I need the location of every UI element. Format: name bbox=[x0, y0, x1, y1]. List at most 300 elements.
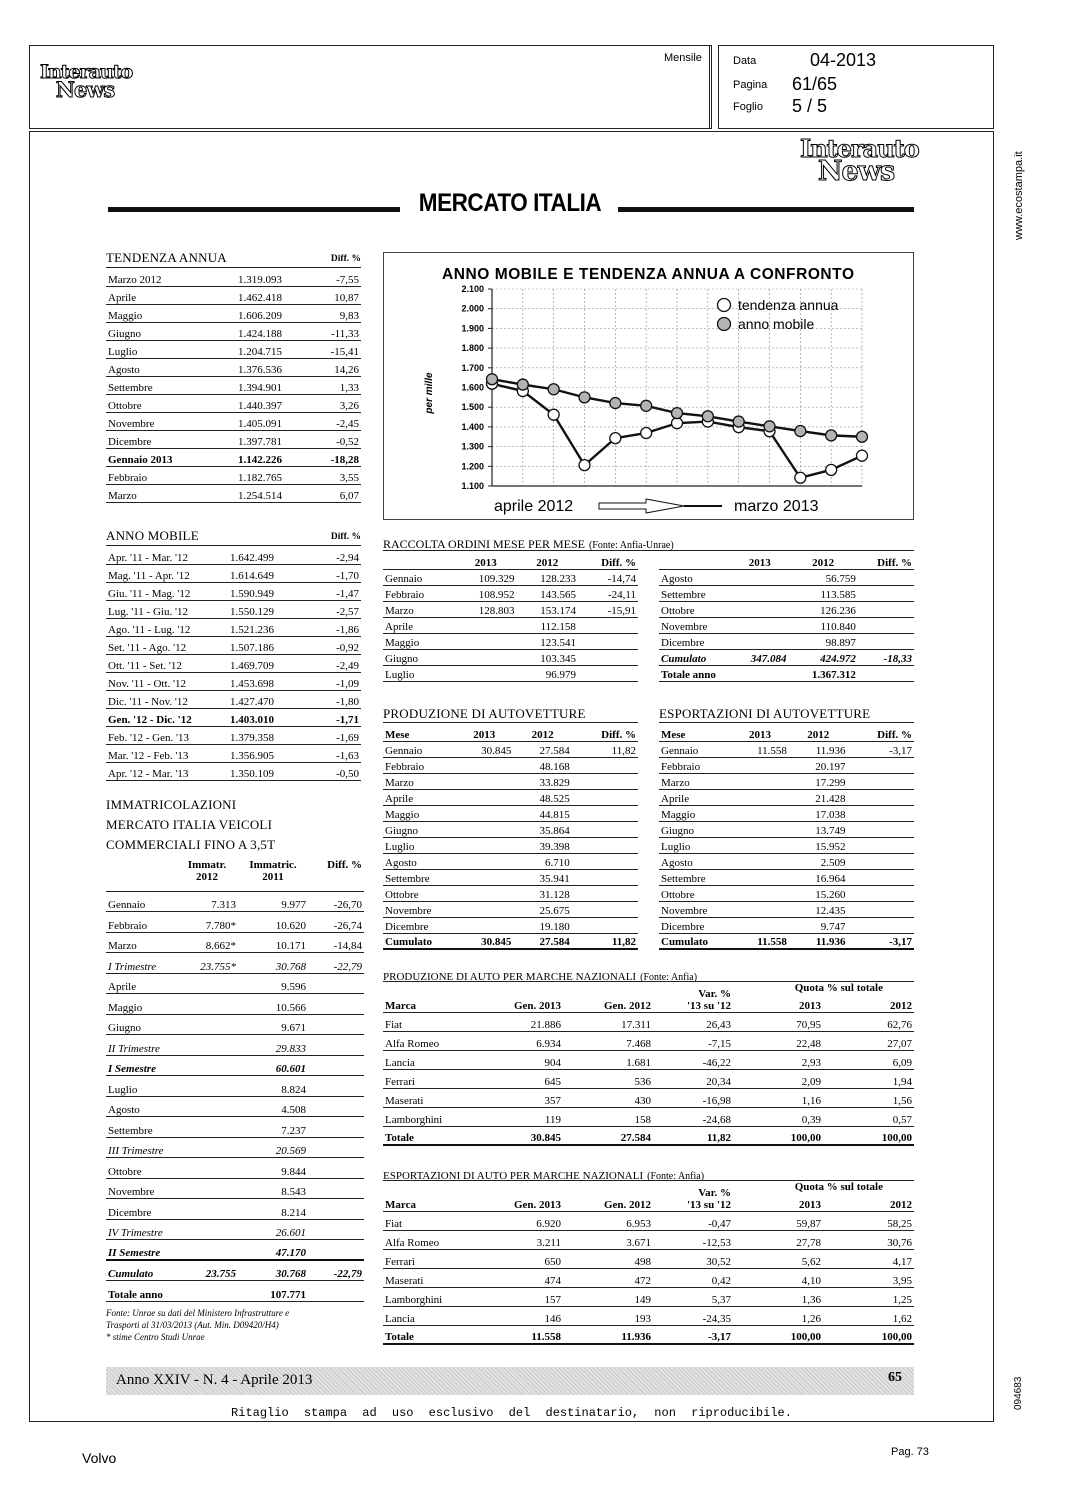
tendenza-month: Luglio bbox=[106, 340, 216, 358]
raccolta-right-diff bbox=[858, 617, 914, 633]
exp-marche-gen2012: 193 bbox=[563, 1306, 653, 1325]
exp-marche-gen2012: 3.671 bbox=[563, 1230, 653, 1249]
anno-mobile-row bbox=[106, 582, 361, 600]
anno-mobile-value: 1.427.470 bbox=[226, 690, 306, 708]
data-point-anno-mobile bbox=[487, 374, 498, 385]
esportazioni-diff bbox=[848, 917, 914, 933]
bottom-page: Pag. 73 bbox=[891, 1446, 929, 1458]
immatricolazioni-block bbox=[106, 797, 364, 1342]
immatr-month: Novembre bbox=[106, 1178, 176, 1199]
data-point-anno-mobile bbox=[672, 408, 683, 419]
immatr-row bbox=[106, 1055, 364, 1076]
exp-marche-quota2012: 1,25 bbox=[823, 1287, 914, 1306]
tendenza-value: 1.204.715 bbox=[216, 340, 284, 358]
immatr-diff bbox=[308, 1055, 364, 1076]
pm-hq13: 2013 bbox=[799, 999, 821, 1012]
exp-marche-gen2012: 498 bbox=[563, 1249, 653, 1268]
tendenza-diff: 1,33 bbox=[284, 376, 361, 394]
produzione-row bbox=[383, 853, 638, 869]
data-point-anno-mobile bbox=[857, 431, 868, 442]
anno-mobile-row bbox=[106, 672, 361, 690]
raccolta-left-diff: -15,91 bbox=[578, 601, 638, 617]
prod-marche-block bbox=[383, 967, 914, 1146]
immatr-diff bbox=[308, 1117, 364, 1138]
esportazioni-row bbox=[659, 837, 914, 853]
produzione-2012: 33.829 bbox=[513, 773, 571, 789]
esportazioni-diff bbox=[848, 869, 914, 885]
exp-marche-gen2013: 6.920 bbox=[473, 1211, 563, 1230]
immatr-2011: 107.771 bbox=[238, 1281, 308, 1302]
exp-marche-quota2012: 58,25 bbox=[823, 1211, 914, 1230]
prod-marche-gen2013: 21.886 bbox=[473, 1012, 563, 1031]
esportazioni-row bbox=[659, 853, 914, 869]
produzione-row bbox=[383, 885, 638, 901]
title-rule-right bbox=[618, 207, 914, 212]
raccolta-left-row bbox=[383, 569, 638, 585]
anno-mobile-period: Set. '11 - Ago. '12 bbox=[106, 636, 226, 654]
data-point-tendenza-annua bbox=[579, 460, 590, 471]
esportazioni-month: Marzo bbox=[659, 773, 731, 789]
exp-marche-row bbox=[383, 1306, 914, 1325]
tendenza-row bbox=[106, 322, 361, 340]
immatr-diff bbox=[308, 1158, 364, 1179]
exp-marche-var: 5,37 bbox=[653, 1287, 733, 1306]
immatr-2012 bbox=[176, 1137, 238, 1158]
produzione-row bbox=[383, 789, 638, 805]
exp-marche-source: (Fonte: Anfia) bbox=[647, 1171, 705, 1182]
immatr-row bbox=[106, 1035, 364, 1056]
prod-marche-quota2012: 27,07 bbox=[823, 1031, 914, 1050]
esportazioni-hmese: Mese bbox=[659, 723, 731, 741]
immatr-title1: IMMATRICOLAZIONI bbox=[106, 797, 237, 812]
exp-marche-var: -24,35 bbox=[653, 1306, 733, 1325]
produzione-block bbox=[383, 706, 638, 950]
produzione-hmese: Mese bbox=[383, 723, 455, 741]
page-logo bbox=[800, 134, 919, 187]
raccolta-left-diff: -24,11 bbox=[578, 585, 638, 601]
produzione-2013 bbox=[455, 805, 513, 821]
immatr-row bbox=[106, 1240, 364, 1261]
raccolta-left-month: Marzo bbox=[383, 601, 455, 617]
produzione-hdiff: Diff. % bbox=[572, 723, 638, 741]
exp-marche-quota2012: 30,76 bbox=[823, 1230, 914, 1249]
raccolta-h2013-right: 2013 bbox=[731, 551, 788, 569]
raccolta-left-row bbox=[383, 633, 638, 649]
exp-marche-table bbox=[383, 1181, 914, 1345]
exp-marche-row bbox=[383, 1325, 914, 1344]
immatr-2012: 7.313 bbox=[176, 891, 238, 912]
anno-mobile-row bbox=[106, 618, 361, 636]
anno-mobile-diff-label: Diff. % bbox=[330, 532, 361, 542]
exp-marche-quota2013: 5,62 bbox=[733, 1249, 823, 1268]
produzione-month: Aprile bbox=[383, 789, 455, 805]
immatr-note1: Fonte: Unrae su dati del Ministero Infrastrutture e bbox=[106, 1307, 290, 1318]
immatr-2011: 30.768 bbox=[238, 1260, 308, 1281]
anno-mobile-diff: -1,69 bbox=[306, 726, 361, 744]
raccolta-left-2012: 123.541 bbox=[516, 633, 577, 649]
immatr-note3: * stime Centro Studi Unrae bbox=[106, 1331, 205, 1342]
raccolta-left-table bbox=[383, 551, 638, 682]
exp-marche-marca: Lamborghini bbox=[383, 1287, 473, 1306]
immatr-title3: COMMERCIALI FINO A 3,5T bbox=[106, 837, 276, 852]
anno-mobile-block bbox=[106, 528, 361, 781]
immatr-diff: -22,79 bbox=[308, 1260, 364, 1281]
raccolta-left-2013 bbox=[455, 665, 516, 681]
immatr-2012 bbox=[176, 1117, 238, 1138]
prod-marche-quota2012: 0,57 bbox=[823, 1107, 914, 1126]
y-tick-label: 1.400 bbox=[461, 421, 484, 432]
pm-hmarca: Marca bbox=[383, 982, 473, 1012]
immatr-month: Totale anno bbox=[106, 1281, 176, 1302]
prod-marche-quota2013: 1,16 bbox=[733, 1088, 823, 1107]
prod-marche-gen2013: 119 bbox=[473, 1107, 563, 1126]
raccolta-left-diff: -14,74 bbox=[578, 569, 638, 585]
esportazioni-row bbox=[659, 773, 914, 789]
y-tick-label: 1.900 bbox=[461, 323, 484, 334]
immatr-table bbox=[106, 859, 364, 1302]
legend-label: tendenza annua bbox=[738, 297, 839, 313]
anno-mobile-period: Dic. '11 - Nov. '12 bbox=[106, 690, 226, 708]
esportazioni-2012: 20.197 bbox=[789, 757, 848, 773]
raccolta-hdiff-left: Diff. % bbox=[578, 551, 638, 569]
tendenza-diff: 6,07 bbox=[284, 484, 361, 502]
page-logo-line1: Interauto bbox=[800, 134, 919, 163]
raccolta-h2012-left: 2012 bbox=[516, 551, 577, 569]
esportazioni-2013 bbox=[731, 805, 789, 821]
produzione-month: Novembre bbox=[383, 901, 455, 917]
immatr-diff bbox=[308, 994, 364, 1015]
esportazioni-month: Cumulato bbox=[659, 933, 731, 949]
prod-marche-quota2013: 70,95 bbox=[733, 1012, 823, 1031]
immatr-month: I Semestre bbox=[106, 1055, 176, 1076]
tendenza-diff: -7,55 bbox=[284, 268, 361, 286]
immatr-diff bbox=[308, 1240, 364, 1261]
anno-mobile-period: Apr. '12 - Mar. '13 bbox=[106, 762, 226, 780]
esportazioni-2012: 13.749 bbox=[789, 821, 848, 837]
prod-marche-row bbox=[383, 1069, 914, 1088]
raccolta-right-diff bbox=[858, 633, 914, 649]
esportazioni-month: Settembre bbox=[659, 869, 731, 885]
produzione-h2013: 2013 bbox=[455, 723, 513, 741]
immatr-row bbox=[106, 1014, 364, 1035]
immatr-month: Dicembre bbox=[106, 1199, 176, 1220]
tendenza-block bbox=[106, 250, 361, 503]
tendenza-diff: 14,26 bbox=[284, 358, 361, 376]
data-point-anno-mobile bbox=[733, 416, 744, 427]
immatr-diff bbox=[308, 1096, 364, 1117]
esportazioni-month: Aprile bbox=[659, 789, 731, 805]
esportazioni-2013: 11.558 bbox=[731, 741, 789, 757]
immatr-2011: 8.214 bbox=[238, 1199, 308, 1220]
header-logo bbox=[40, 61, 133, 103]
raccolta-right-2013 bbox=[731, 569, 788, 585]
em-hquota: Quota % sul totale bbox=[794, 1181, 883, 1193]
produzione-month: Giugno bbox=[383, 821, 455, 837]
raccolta-left-2013 bbox=[455, 617, 516, 633]
tendenza-value: 1.462.418 bbox=[216, 286, 284, 304]
immatr-col1a: Immatr. bbox=[187, 859, 227, 871]
data-point-tendenza-annua bbox=[795, 472, 806, 483]
esportazioni-2013 bbox=[731, 757, 789, 773]
prod-marche-marca: Lamborghini bbox=[383, 1107, 473, 1126]
immatr-diff: -26,74 bbox=[308, 912, 364, 933]
em-hmarca: Marca bbox=[383, 1181, 473, 1211]
raccolta-h2013-left: 2013 bbox=[455, 551, 516, 569]
immatr-diff bbox=[308, 1014, 364, 1035]
raccolta-right-2012: 98.897 bbox=[788, 633, 857, 649]
tendenza-row bbox=[106, 340, 361, 358]
produzione-row bbox=[383, 805, 638, 821]
immatr-note2: Trasporti al 31/03/2013 (Aut. Min. D09420/H4) bbox=[106, 1319, 279, 1330]
exp-marche-gen2013: 3.211 bbox=[473, 1230, 563, 1249]
esportazioni-2013 bbox=[731, 885, 789, 901]
prod-marche-gen2012: 7.468 bbox=[563, 1031, 653, 1050]
pm-hgen13: Gen. 2013 bbox=[473, 982, 563, 1012]
em-hq12: 2012 bbox=[890, 1198, 912, 1211]
bottom-left-label: Volvo bbox=[82, 1450, 117, 1466]
tendenza-month: Febbraio bbox=[106, 466, 216, 484]
produzione-2012: 44.815 bbox=[513, 805, 571, 821]
immatr-2012: 23.755* bbox=[176, 953, 238, 974]
raccolta-block bbox=[383, 535, 914, 682]
esportazioni-month: Gennaio bbox=[659, 741, 731, 757]
raccolta-right-row bbox=[659, 569, 914, 585]
tendenza-month: Gennaio 2013 bbox=[106, 448, 216, 466]
exp-marche-var: -12,53 bbox=[653, 1230, 733, 1249]
immatr-2011: 4.508 bbox=[238, 1096, 308, 1117]
produzione-2012: 6.710 bbox=[513, 853, 571, 869]
immatr-col1b: 2012 bbox=[196, 871, 218, 883]
prod-marche-row bbox=[383, 1126, 914, 1145]
tendenza-value: 1.142.226 bbox=[216, 448, 284, 466]
anno-mobile-diff: -1,09 bbox=[306, 672, 361, 690]
esportazioni-2013 bbox=[731, 917, 789, 933]
exp-marche-gen2012: 472 bbox=[563, 1268, 653, 1287]
tendenza-diff: -15,41 bbox=[284, 340, 361, 358]
anno-mobile-diff: -1,80 bbox=[306, 690, 361, 708]
immatr-row bbox=[106, 994, 364, 1015]
immatr-2011: 9.844 bbox=[238, 1158, 308, 1179]
immatr-row bbox=[106, 1178, 364, 1199]
produzione-2012: 31.128 bbox=[513, 885, 571, 901]
disclaimer: Ritaglio stampa ad uso esclusivo del destinatario, non riproducibile. bbox=[231, 1406, 792, 1420]
produzione-2013 bbox=[455, 789, 513, 805]
immatr-diff: -14,84 bbox=[308, 932, 364, 953]
esportazioni-title: ESPORTAZIONI DI AUTOVETTURE bbox=[659, 706, 914, 723]
immatr-diff bbox=[308, 1137, 364, 1158]
exp-marche-title: ESPORTAZIONI DI AUTO PER MARCHE NAZIONALI bbox=[383, 1170, 644, 1182]
anno-mobile-diff: -1,70 bbox=[306, 564, 361, 582]
immatr-2011: 30.768 bbox=[238, 953, 308, 974]
produzione-h2012: 2012 bbox=[513, 723, 571, 741]
anno-mobile-value: 1.453.698 bbox=[226, 672, 306, 690]
exp-marche-var: -0,47 bbox=[653, 1211, 733, 1230]
data-point-anno-mobile bbox=[579, 392, 590, 403]
prod-marche-gen2012: 1.681 bbox=[563, 1050, 653, 1069]
exp-marche-gen2013: 146 bbox=[473, 1306, 563, 1325]
immatr-diff bbox=[308, 1199, 364, 1220]
raccolta-left-row bbox=[383, 601, 638, 617]
immatr-month: Aprile bbox=[106, 973, 176, 994]
esportazioni-2013 bbox=[731, 869, 789, 885]
immatr-row bbox=[106, 1199, 364, 1220]
side-code: 094683 bbox=[1013, 1376, 1024, 1410]
logo-line2: News bbox=[55, 77, 115, 103]
tendenza-diff: 9,83 bbox=[284, 304, 361, 322]
y-tick-label: 1.300 bbox=[461, 441, 484, 452]
exp-marche-marca: Maserati bbox=[383, 1268, 473, 1287]
produzione-diff bbox=[572, 869, 638, 885]
immatr-row bbox=[106, 1281, 364, 1302]
raccolta-left-2012: 153.174 bbox=[516, 601, 577, 617]
prod-marche-table bbox=[383, 982, 914, 1146]
raccolta-left-2013: 108.952 bbox=[455, 585, 516, 601]
prod-marche-quota2012: 6,09 bbox=[823, 1050, 914, 1069]
produzione-diff bbox=[572, 789, 638, 805]
chart-title: ANNO MOBILE E TENDENZA ANNUA A CONFRONTO bbox=[442, 266, 854, 283]
tendenza-row bbox=[106, 394, 361, 412]
anno-mobile-diff: -2,94 bbox=[306, 546, 361, 564]
esportazioni-diff bbox=[848, 885, 914, 901]
immatr-2012 bbox=[176, 1055, 238, 1076]
produzione-2013 bbox=[455, 853, 513, 869]
tendenza-row bbox=[106, 286, 361, 304]
em-hvar1: Var. % bbox=[698, 1186, 731, 1199]
data-point-anno-mobile bbox=[826, 430, 837, 441]
exp-marche-quota2013: 27,78 bbox=[733, 1230, 823, 1249]
esportazioni-hdiff: Diff. % bbox=[848, 723, 914, 741]
data-point-anno-mobile bbox=[610, 398, 621, 409]
esportazioni-row bbox=[659, 933, 914, 949]
immatr-diff bbox=[308, 1281, 364, 1302]
tendenza-row bbox=[106, 376, 361, 394]
exp-marche-quota2013: 4,10 bbox=[733, 1268, 823, 1287]
immatr-title2: MERCATO ITALIA VEICOLI bbox=[106, 817, 273, 832]
produzione-2013: 30.845 bbox=[455, 933, 513, 949]
raccolta-right-2012: 56.759 bbox=[788, 569, 857, 585]
produzione-diff bbox=[572, 821, 638, 837]
page-logo-line2: News bbox=[817, 155, 895, 187]
immatr-2011: 20.569 bbox=[238, 1137, 308, 1158]
produzione-month: Cumulato bbox=[383, 933, 455, 949]
raccolta-left-diff bbox=[578, 649, 638, 665]
immatr-row bbox=[106, 891, 364, 912]
em-hq13: 2013 bbox=[799, 1198, 821, 1211]
esportazioni-2013 bbox=[731, 837, 789, 853]
anno-mobile-diff: -0,50 bbox=[306, 762, 361, 780]
immatr-2012 bbox=[176, 1178, 238, 1199]
prod-marche-gen2013: 904 bbox=[473, 1050, 563, 1069]
immatr-month: Maggio bbox=[106, 994, 176, 1015]
produzione-diff bbox=[572, 901, 638, 917]
esportazioni-month: Febbraio bbox=[659, 757, 731, 773]
raccolta-right-month: Settembre bbox=[659, 585, 731, 601]
exp-marche-marca: Fiat bbox=[383, 1211, 473, 1230]
prod-marche-gen2013: 30.845 bbox=[473, 1126, 563, 1145]
anno-mobile-period: Apr. '11 - Mar. '12 bbox=[106, 546, 226, 564]
esportazioni-diff bbox=[848, 853, 914, 869]
esportazioni-2012: 11.936 bbox=[789, 741, 848, 757]
anno-mobile-row bbox=[106, 762, 361, 780]
anno-mobile-diff: -0,92 bbox=[306, 636, 361, 654]
prod-marche-var: -24,68 bbox=[653, 1107, 733, 1126]
raccolta-right-month: Agosto bbox=[659, 569, 731, 585]
y-tick-label: 1.600 bbox=[461, 382, 484, 393]
exp-marche-gen2013: 474 bbox=[473, 1268, 563, 1287]
immatr-diff: -22,79 bbox=[308, 953, 364, 974]
esportazioni-row bbox=[659, 805, 914, 821]
anno-mobile-row bbox=[106, 636, 361, 654]
produzione-2012: 35.941 bbox=[513, 869, 571, 885]
prod-marche-quota2012: 100,00 bbox=[823, 1126, 914, 1145]
esportazioni-month: Novembre bbox=[659, 901, 731, 917]
prod-marche-quota2012: 62,76 bbox=[823, 1012, 914, 1031]
prod-marche-gen2013: 6.934 bbox=[473, 1031, 563, 1050]
anno-mobile-value: 1.550.129 bbox=[226, 600, 306, 618]
esportazioni-2012: 17.038 bbox=[789, 805, 848, 821]
immatr-diff bbox=[308, 1219, 364, 1240]
esportazioni-row bbox=[659, 821, 914, 837]
produzione-month: Febbraio bbox=[383, 757, 455, 773]
legend-marker bbox=[718, 318, 731, 331]
data-point-tendenza-annua bbox=[857, 450, 868, 461]
exp-marche-row bbox=[383, 1230, 914, 1249]
esportazioni-2012: 17.299 bbox=[789, 773, 848, 789]
tendenza-value: 1.397.781 bbox=[216, 430, 284, 448]
raccolta-left-2012: 103.345 bbox=[516, 649, 577, 665]
logo-line1: Interauto bbox=[40, 61, 133, 83]
em-hvar2: '13 su '12 bbox=[686, 1198, 731, 1211]
prod-marche-quota2013: 100,00 bbox=[733, 1126, 823, 1145]
data-point-tendenza-annua bbox=[548, 409, 559, 420]
tendenza-value: 1.394.901 bbox=[216, 376, 284, 394]
immatr-2012 bbox=[176, 1076, 238, 1097]
tendenza-row bbox=[106, 466, 361, 484]
prod-marche-var: -46,22 bbox=[653, 1050, 733, 1069]
x-end-label: marzo 2013 bbox=[734, 498, 819, 515]
prod-marche-var: 26,43 bbox=[653, 1012, 733, 1031]
anno-mobile-period: Lug. '11 - Giu. '12 bbox=[106, 600, 226, 618]
immatr-month: Marzo bbox=[106, 932, 176, 953]
exp-marche-gen2012: 149 bbox=[563, 1287, 653, 1306]
immatr-2011: 8.824 bbox=[238, 1076, 308, 1097]
immatr-2011: 10.566 bbox=[238, 994, 308, 1015]
pm-hvar2: '13 su '12 bbox=[686, 999, 731, 1012]
immatr-month: Luglio bbox=[106, 1076, 176, 1097]
exp-marche-gen2013: 650 bbox=[473, 1249, 563, 1268]
immatr-row bbox=[106, 1096, 364, 1117]
esportazioni-row bbox=[659, 901, 914, 917]
esportazioni-diff bbox=[848, 821, 914, 837]
tendenza-row bbox=[106, 304, 361, 322]
raccolta-title: RACCOLTA ORDINI MESE PER MESE bbox=[383, 537, 585, 551]
esportazioni-2013 bbox=[731, 901, 789, 917]
anno-mobile-row bbox=[106, 600, 361, 618]
immatr-2012: 8.662* bbox=[176, 932, 238, 953]
anno-mobile-value: 1.521.236 bbox=[226, 618, 306, 636]
esportazioni-row bbox=[659, 885, 914, 901]
pagina-value: 61/65 bbox=[792, 74, 838, 94]
immatr-row bbox=[106, 1158, 364, 1179]
tendenza-month: Aprile bbox=[106, 286, 216, 304]
y-tick-label: 1.200 bbox=[461, 461, 484, 472]
data-point-tendenza-annua bbox=[610, 433, 621, 444]
produzione-2012: 39.398 bbox=[513, 837, 571, 853]
raccolta-hdiff-right: Diff. % bbox=[858, 551, 914, 569]
tendenza-diff: -2,45 bbox=[284, 412, 361, 430]
raccolta-right-month: Novembre bbox=[659, 617, 731, 633]
raccolta-right-2012: 113.585 bbox=[788, 585, 857, 601]
